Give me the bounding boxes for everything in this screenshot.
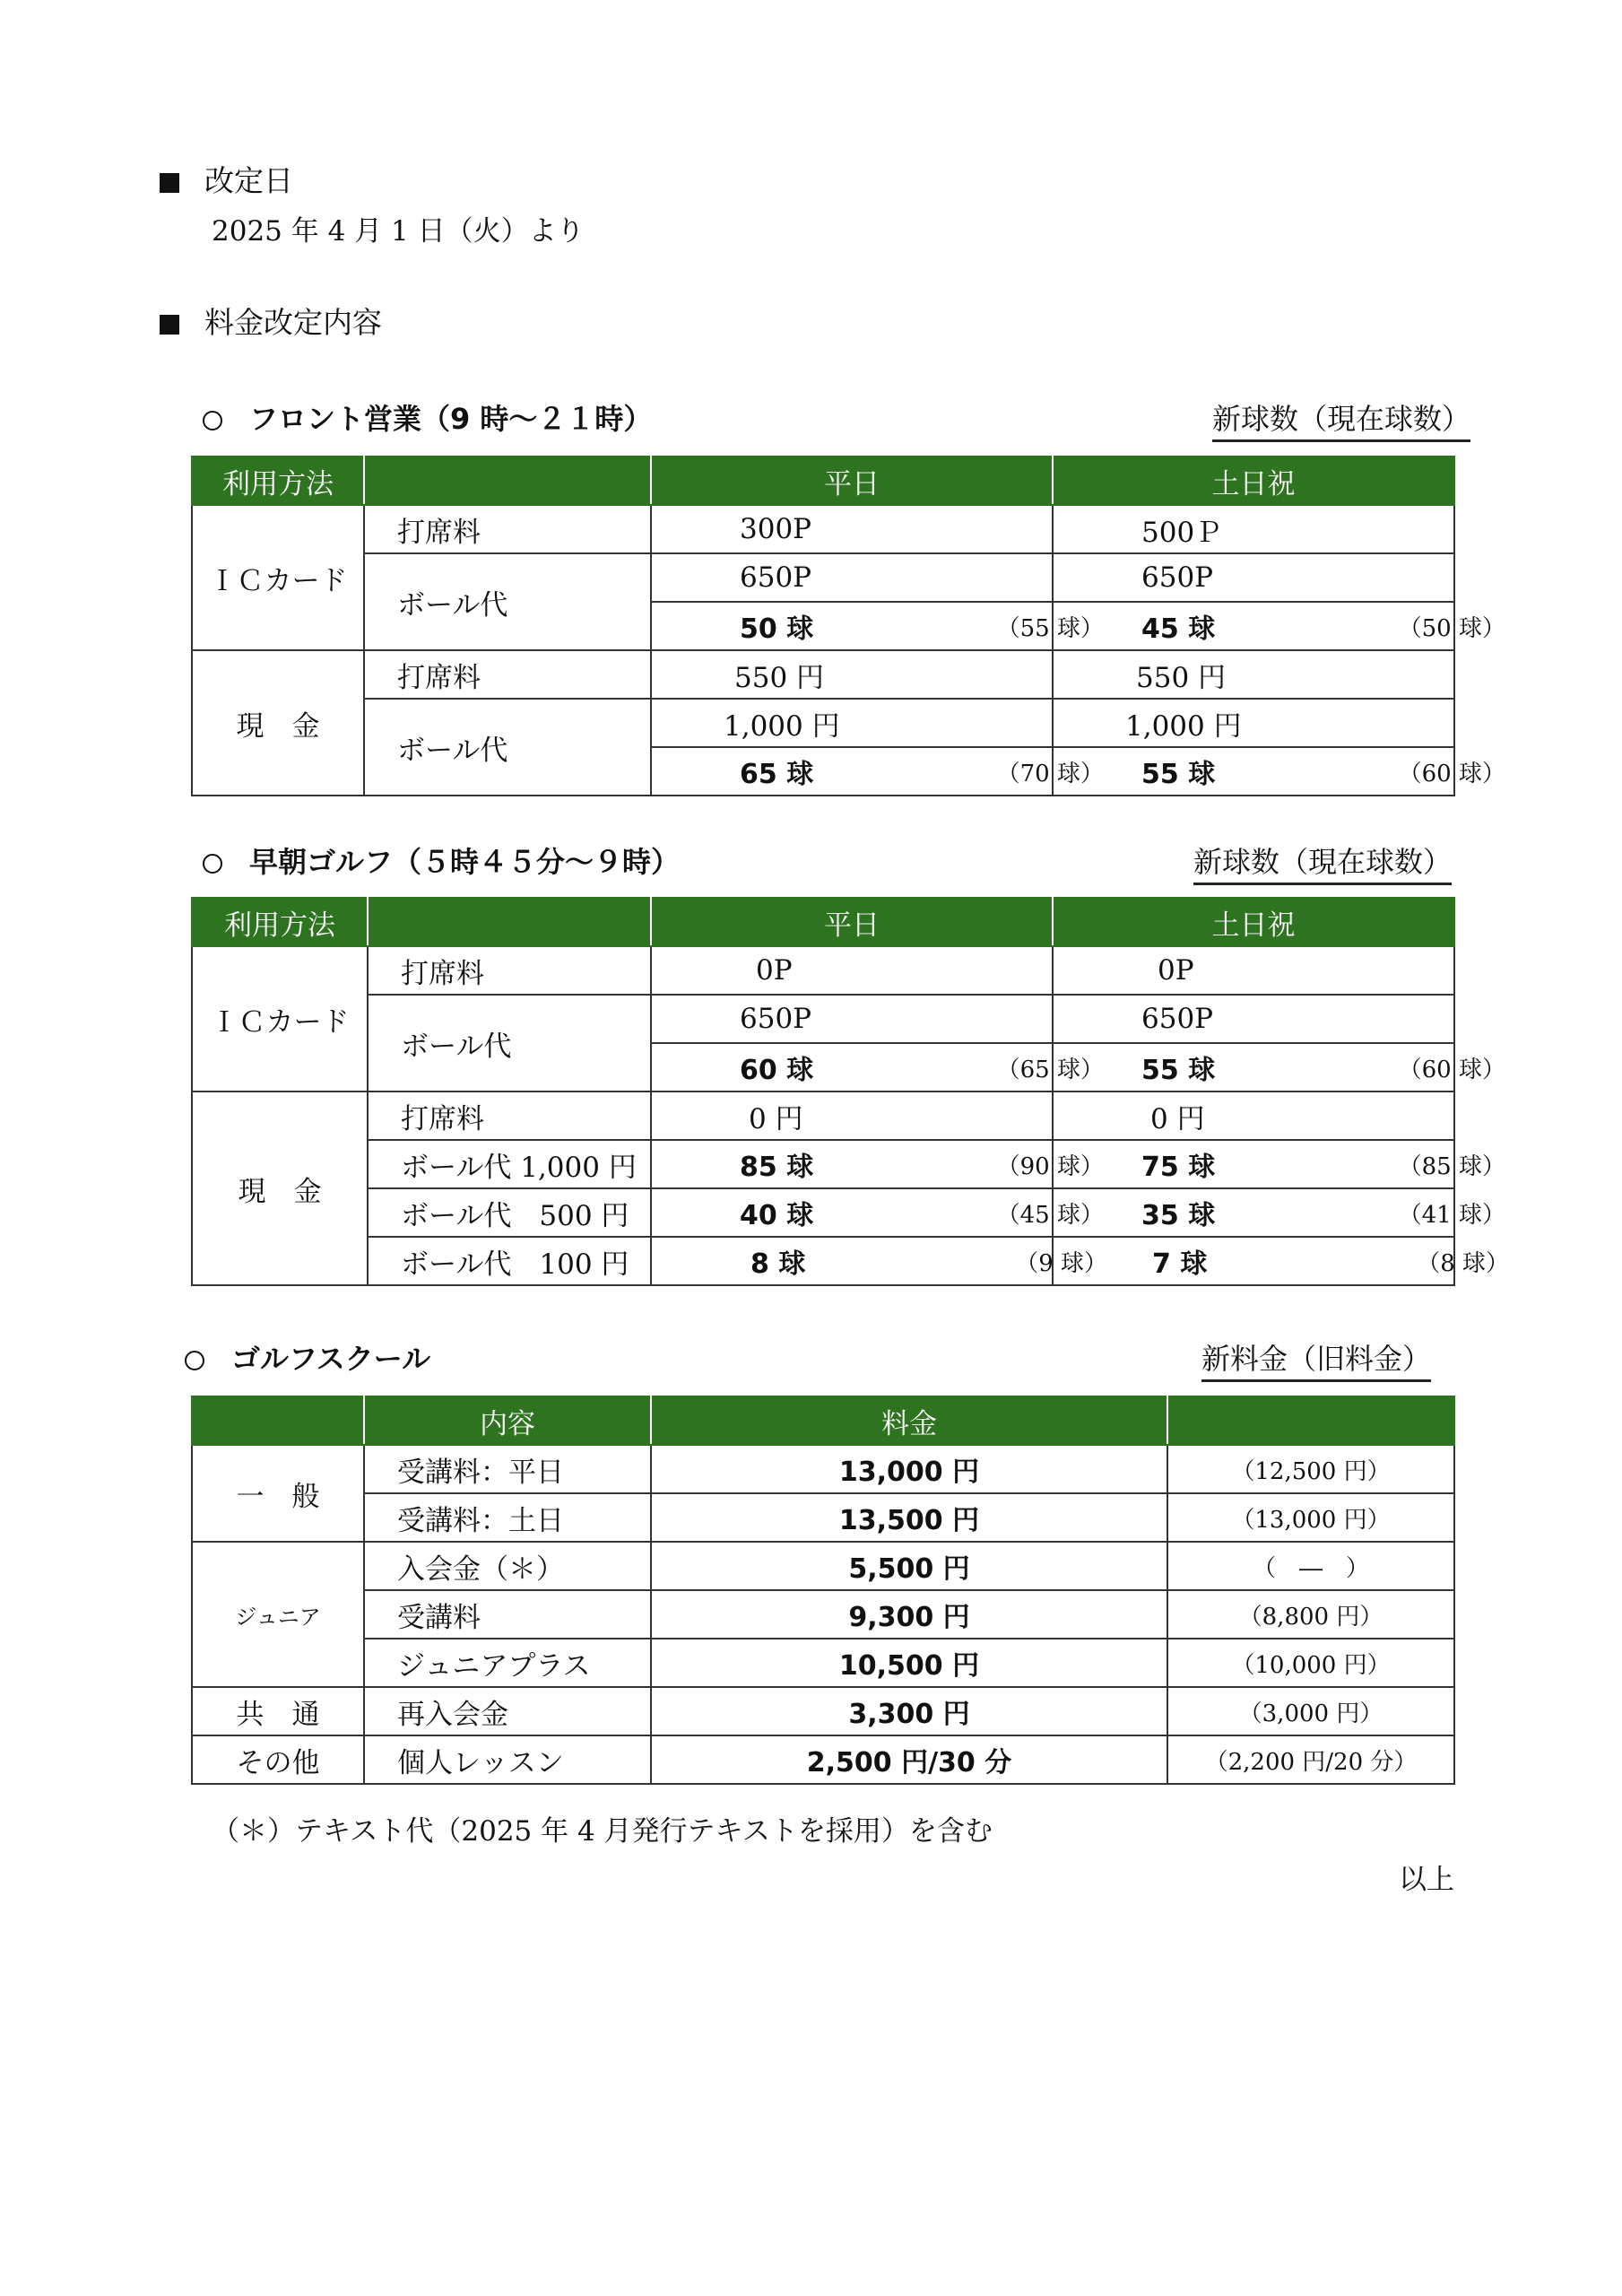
- weekend-cell: [1053, 505, 1454, 553]
- weekend-balls-cell: [1053, 1043, 1505, 1091]
- old-price-cell: [1167, 1687, 1454, 1735]
- early-note: 新球数（現在球数）: [1193, 839, 1452, 885]
- new-price: 13,000 円: [838, 1457, 980, 1488]
- group-junior: ジュニア: [192, 1542, 364, 1687]
- front-table: [191, 456, 1505, 796]
- old-balls: （55 球）: [996, 614, 1104, 642]
- front-section-title: [203, 396, 652, 438]
- value: 1,000 円: [724, 709, 840, 743]
- revision-heading: [160, 158, 293, 200]
- ic-card-label: ＩＣカード: [192, 946, 368, 1091]
- item-cell: ボール代 500 円: [368, 1188, 651, 1237]
- header-cell: 土日祝: [1053, 898, 1454, 946]
- old-price: （2,200 円/20 分）: [1204, 1748, 1418, 1776]
- front-title-text: フロント営業（9 時～２１時）: [249, 402, 653, 436]
- footnote: （＊）テキスト代（2025 年 4 月発行テキストを採用）を含む: [212, 1815, 993, 1848]
- weekday-balls-cell: [651, 1140, 1104, 1188]
- old-price: （10,000 円）: [1231, 1651, 1391, 1679]
- new-price: 3,300 円: [848, 1699, 970, 1730]
- item-cell: ボール代 100 円: [368, 1237, 651, 1285]
- content-heading-text: 料金改定内容: [204, 305, 382, 340]
- table-row: [192, 553, 1454, 602]
- old-balls: （70 球）: [996, 760, 1104, 787]
- new-balls: 60 球: [740, 1055, 814, 1086]
- table-row: [192, 1091, 1454, 1140]
- header-cell: 料金: [651, 1396, 1167, 1445]
- circle-bullet-icon: [203, 854, 222, 874]
- new-balls: 75 球: [1141, 1152, 1216, 1183]
- group-common: 共 通: [192, 1687, 364, 1735]
- table-row: [192, 1493, 1454, 1542]
- old-balls: （90 球）: [996, 1152, 1104, 1180]
- new-price: 13,500 円: [838, 1505, 980, 1536]
- item-cell: ボール代 1,000 円: [368, 1140, 651, 1188]
- item-cell: 入会金（＊）: [364, 1542, 651, 1590]
- old-balls: （65 球）: [996, 1056, 1104, 1083]
- value: 650P: [740, 1003, 812, 1035]
- old-price-cell: [1167, 1445, 1454, 1493]
- circle-bullet-icon: [185, 1351, 204, 1370]
- weekend-cell: [1053, 650, 1454, 699]
- weekday-balls-cell: [651, 747, 1104, 796]
- item-cell: 打席料: [364, 650, 651, 699]
- value: 0P: [756, 954, 793, 987]
- table-row: [192, 995, 1454, 1043]
- school-title-text: ゴルフスクール: [231, 1342, 431, 1376]
- table-header-row: [192, 457, 1454, 505]
- item-cell: 個人レッスン: [364, 1735, 651, 1784]
- new-price: 9,300 円: [848, 1602, 970, 1633]
- item-cell: ジュニアプラス: [364, 1639, 651, 1687]
- table-row: [192, 1590, 1454, 1639]
- early-title-text: 早朝ゴルフ（５時４５分～９時）: [249, 845, 681, 879]
- item-cell: 受講料：平日: [364, 1445, 651, 1493]
- new-balls: 7 球: [1152, 1248, 1208, 1280]
- weekday-cell: [651, 650, 1053, 699]
- old-balls: （60 球）: [1398, 1056, 1505, 1083]
- item-cell: 打席料: [368, 1091, 651, 1140]
- item-cell: 受講料：土日: [364, 1493, 651, 1542]
- school-section-title: [185, 1336, 430, 1378]
- table-row: [192, 699, 1454, 747]
- school-table: [191, 1396, 1455, 1785]
- table-header-row: [192, 1396, 1454, 1445]
- value: 0 円: [1150, 1102, 1205, 1135]
- new-balls: 8 球: [750, 1248, 806, 1280]
- table-row: [192, 650, 1454, 699]
- price-cell: [651, 1542, 1167, 1590]
- weekday-balls-cell: [651, 602, 1104, 650]
- square-bullet-icon: [160, 315, 179, 335]
- content-heading: [160, 300, 382, 342]
- old-price: （3,000 円）: [1238, 1700, 1383, 1727]
- old-price: （8,800 円）: [1238, 1603, 1383, 1631]
- old-price-cell: [1167, 1542, 1454, 1590]
- value: 550 円: [734, 661, 825, 694]
- weekday-balls-cell: [651, 1043, 1104, 1091]
- old-price-cell: [1167, 1735, 1454, 1784]
- value: 0P: [1158, 954, 1194, 987]
- header-cell: [368, 898, 651, 946]
- circle-bullet-icon: [203, 411, 222, 430]
- new-balls: 50 球: [740, 613, 814, 645]
- header-cell: [1167, 1396, 1454, 1445]
- header-cell: [192, 1396, 364, 1445]
- header-cell: [364, 457, 651, 505]
- old-price-cell: [1167, 1590, 1454, 1639]
- weekend-cell: [1053, 699, 1454, 747]
- new-balls: 65 球: [740, 759, 814, 790]
- weekday-cell: [651, 1091, 1053, 1140]
- old-price: （13,000 円）: [1231, 1506, 1391, 1534]
- old-balls: （85 球）: [1398, 1152, 1505, 1180]
- table-row: [192, 1542, 1454, 1590]
- closing-text: 以上: [1399, 1864, 1454, 1896]
- new-balls: 55 球: [1141, 759, 1216, 790]
- weekday-balls-cell: [651, 1188, 1104, 1237]
- revision-date: 2025 年 4 月 1 日（火）より: [212, 215, 585, 248]
- item-cell: 打席料: [368, 946, 651, 995]
- old-price: （12,500 円）: [1231, 1457, 1391, 1485]
- weekend-balls-cell: [1053, 1140, 1505, 1188]
- weekend-cell: [1053, 553, 1454, 602]
- weekday-cell: [651, 995, 1053, 1043]
- old-balls: （41 球）: [1398, 1201, 1505, 1229]
- table-row: [192, 1687, 1454, 1735]
- square-bullet-icon: [160, 173, 179, 193]
- table-row: [192, 946, 1454, 995]
- new-balls: 85 球: [740, 1152, 814, 1183]
- value: 650P: [1141, 561, 1214, 594]
- cash-label: 現 金: [192, 1091, 368, 1285]
- header-cell: 土日祝: [1053, 457, 1454, 505]
- weekend-cell: [1053, 995, 1454, 1043]
- header-cell: 利用方法: [192, 898, 368, 946]
- table-header-row: [192, 898, 1454, 946]
- weekend-balls-cell: [1053, 1237, 1509, 1285]
- new-price: 2,500 円/30 分: [806, 1747, 1012, 1779]
- value: 650P: [1141, 1003, 1214, 1035]
- item-cell: ボール代: [364, 553, 651, 650]
- weekend-balls-cell: [1053, 602, 1505, 650]
- cash-label: 現 金: [192, 650, 364, 796]
- front-note: 新球数（現在球数）: [1212, 396, 1470, 442]
- price-cell: [651, 1735, 1167, 1784]
- early-section-title: [203, 839, 680, 881]
- old-price-cell: [1167, 1639, 1454, 1687]
- new-price: 10,500 円: [838, 1650, 980, 1682]
- item-cell: 再入会金: [364, 1687, 651, 1735]
- value: 0 円: [749, 1102, 803, 1135]
- weekday-cell: [651, 553, 1053, 602]
- item-cell: ボール代: [364, 699, 651, 796]
- old-price-cell: [1167, 1493, 1454, 1542]
- weekday-balls-cell: [651, 1237, 1107, 1285]
- value: 500Ｐ: [1141, 516, 1223, 549]
- weekend-cell: [1053, 1091, 1454, 1140]
- old-balls: （45 球）: [996, 1201, 1104, 1229]
- old-balls: （50 球）: [1398, 614, 1505, 642]
- weekday-cell: [651, 505, 1053, 553]
- value: 300P: [740, 513, 812, 545]
- new-balls: 35 球: [1141, 1200, 1216, 1231]
- old-balls: （60 球）: [1398, 760, 1505, 787]
- table-row: [192, 1639, 1454, 1687]
- group-other: その他: [192, 1735, 364, 1784]
- price-cell: [651, 1493, 1167, 1542]
- item-cell: 打席料: [364, 505, 651, 553]
- weekend-balls-cell: [1053, 747, 1505, 796]
- value: 550 円: [1136, 661, 1227, 694]
- header-cell: 平日: [651, 457, 1053, 505]
- price-cell: [651, 1590, 1167, 1639]
- header-cell: 利用方法: [192, 457, 364, 505]
- old-price: （ ― ）: [1252, 1554, 1369, 1582]
- new-balls: 40 球: [740, 1200, 814, 1231]
- revision-label: 改定日: [204, 163, 293, 198]
- table-row: [192, 1188, 1454, 1237]
- weekday-cell: [651, 946, 1053, 995]
- price-cell: [651, 1687, 1167, 1735]
- ic-card-label: ＩＣカード: [192, 505, 364, 650]
- value: 1,000 円: [1125, 709, 1242, 743]
- table-row: [192, 1140, 1454, 1188]
- header-cell: 平日: [651, 898, 1053, 946]
- table-row: [192, 1735, 1454, 1784]
- table-row: [192, 1237, 1454, 1285]
- weekend-balls-cell: [1053, 1188, 1505, 1237]
- old-balls: （9 球）: [1015, 1249, 1107, 1277]
- price-cell: [651, 1445, 1167, 1493]
- early-table: [191, 897, 1509, 1286]
- group-general: 一 般: [192, 1445, 364, 1542]
- table-row: [192, 1445, 1454, 1493]
- old-balls: （8 球）: [1417, 1249, 1509, 1277]
- weekday-cell: [651, 699, 1053, 747]
- school-note: 新料金（旧料金）: [1201, 1336, 1431, 1382]
- item-cell: ボール代: [368, 995, 651, 1091]
- item-cell: 受講料: [364, 1590, 651, 1639]
- header-cell: 内容: [364, 1396, 651, 1445]
- new-price: 5,500 円: [848, 1553, 970, 1585]
- new-balls: 45 球: [1141, 613, 1216, 645]
- new-balls: 55 球: [1141, 1055, 1216, 1086]
- table-row: [192, 505, 1454, 553]
- weekend-cell: [1053, 946, 1454, 995]
- value: 650P: [740, 561, 812, 594]
- price-cell: [651, 1639, 1167, 1687]
